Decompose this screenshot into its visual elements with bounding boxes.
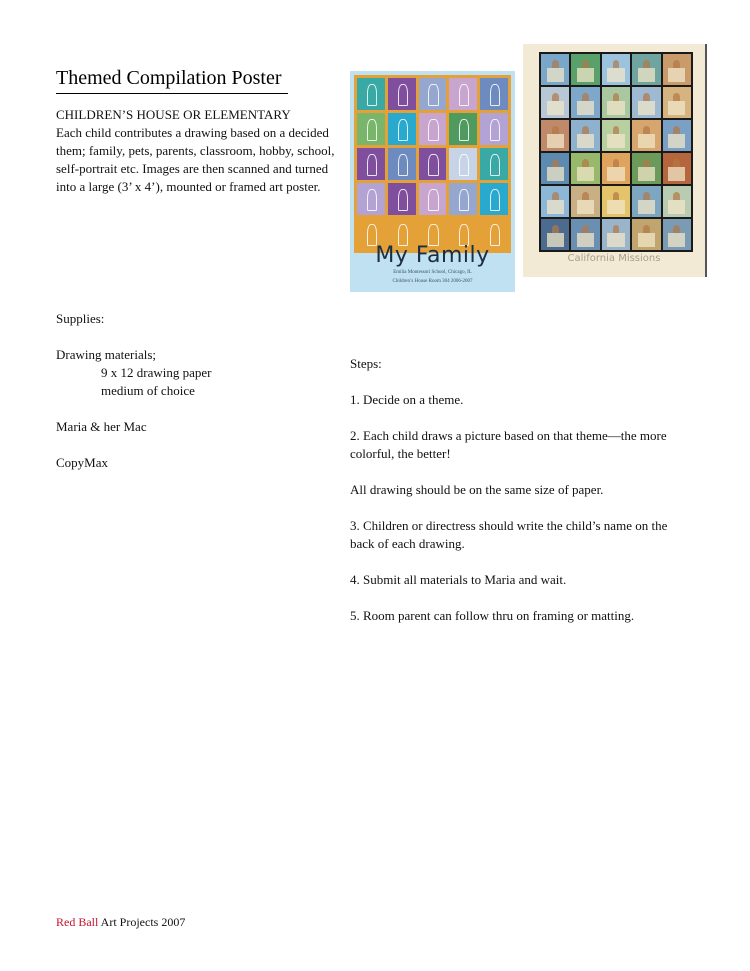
child-drawing-tile (357, 78, 385, 110)
supply-item: Drawing materials; (56, 347, 156, 362)
child-drawing-tile (449, 113, 477, 145)
mission-drawing-tile (571, 120, 599, 151)
mission-drawing-tile (602, 219, 630, 250)
mission-drawing-tile (602, 153, 630, 184)
footer-brand: Red Ball (56, 915, 99, 929)
family-poster-school: Emilia Montessori School, Chicago, IL (393, 270, 472, 275)
mission-drawing-tile (632, 54, 660, 85)
child-drawing-tile (357, 148, 385, 180)
mission-drawing-tile (602, 87, 630, 118)
mission-drawing-tile (632, 153, 660, 184)
page-title: Themed Compilation Poster (56, 66, 288, 94)
supply-subitem: medium of choice (101, 383, 195, 398)
child-drawing-tile (357, 183, 385, 215)
step-item: 2. Each child draws a picture based on that theme—the more colorful, the better! (350, 428, 667, 461)
child-drawing-tile (357, 113, 385, 145)
mission-drawing-tile (571, 153, 599, 184)
child-drawing-tile (388, 78, 416, 110)
step-item: 3. Children or directress should write the child’s name on the back of each drawing. (350, 518, 668, 551)
child-drawing-tile (480, 183, 508, 215)
mission-drawing-tile (632, 87, 660, 118)
mission-drawing-tile (663, 219, 691, 250)
supplies-heading: Supplies: (56, 311, 105, 326)
supply-item: Maria & her Mac (56, 419, 147, 434)
family-poster-title: My Family (375, 243, 490, 268)
child-drawing-tile (449, 148, 477, 180)
mission-drawing-tile (571, 186, 599, 217)
mission-drawing-tile (541, 186, 569, 217)
mission-drawing-tile (632, 186, 660, 217)
family-poster-class: Children’s House Room 304 2006-2007 (392, 279, 473, 284)
step-item: 1. Decide on a theme. (350, 392, 464, 407)
child-drawing-tile (480, 78, 508, 110)
california-missions-poster-image (523, 44, 707, 277)
step-note: All drawing should be on the same size of paper. (350, 482, 604, 497)
steps-heading: Steps: (350, 356, 382, 371)
mission-drawing-tile (541, 219, 569, 250)
supply-subitem: 9 x 12 drawing paper (101, 365, 212, 380)
footer-text: Art Projects 2007 (98, 915, 186, 929)
family-drawing-grid (354, 75, 511, 253)
step-item: 4. Submit all materials to Maria and wait. (350, 572, 567, 587)
supply-item: CopyMax (56, 455, 108, 470)
mission-drawing-tile (632, 219, 660, 250)
mission-drawing-tile (541, 54, 569, 85)
steps-section (350, 355, 670, 643)
mission-drawing-tile (632, 120, 660, 151)
child-drawing-tile (480, 113, 508, 145)
intro-heading: CHILDREN’S HOUSE OR ELEMENTARY (56, 107, 291, 122)
mission-drawing-tile (663, 120, 691, 151)
missions-drawing-grid (539, 52, 693, 252)
child-drawing-tile (419, 148, 447, 180)
supplies-list (56, 346, 316, 472)
missions-poster-title: California Missions (567, 253, 661, 264)
child-drawing-tile (419, 183, 447, 215)
step-item: 5. Room parent can follow thru on framing or matting. (350, 608, 635, 623)
my-family-poster-image (350, 71, 515, 292)
child-drawing-tile (480, 148, 508, 180)
mission-drawing-tile (571, 54, 599, 85)
mission-drawing-tile (663, 54, 691, 85)
mission-drawing-tile (663, 87, 691, 118)
child-drawing-tile (388, 113, 416, 145)
mission-drawing-tile (663, 153, 691, 184)
intro-body: Each child contributes a drawing based on a decided them; family, pets, parents, classroom, hobby, school, self-portrait etc. Images are then scanned and turned into a large (3’ x 4’), mounted or framed art poster. (56, 125, 335, 194)
child-drawing-tile (419, 78, 447, 110)
mission-drawing-tile (541, 87, 569, 118)
mission-drawing-tile (541, 120, 569, 151)
mission-drawing-tile (571, 219, 599, 250)
mission-drawing-tile (602, 186, 630, 217)
mission-drawing-tile (663, 186, 691, 217)
child-drawing-tile (449, 78, 477, 110)
footer (56, 913, 185, 931)
mission-drawing-tile (571, 87, 599, 118)
intro-section (56, 106, 346, 196)
child-drawing-tile (388, 148, 416, 180)
mission-drawing-tile (541, 153, 569, 184)
child-drawing-tile (449, 183, 477, 215)
mission-drawing-tile (602, 54, 630, 85)
child-drawing-tile (419, 113, 447, 145)
child-drawing-tile (388, 183, 416, 215)
mission-drawing-tile (602, 120, 630, 151)
